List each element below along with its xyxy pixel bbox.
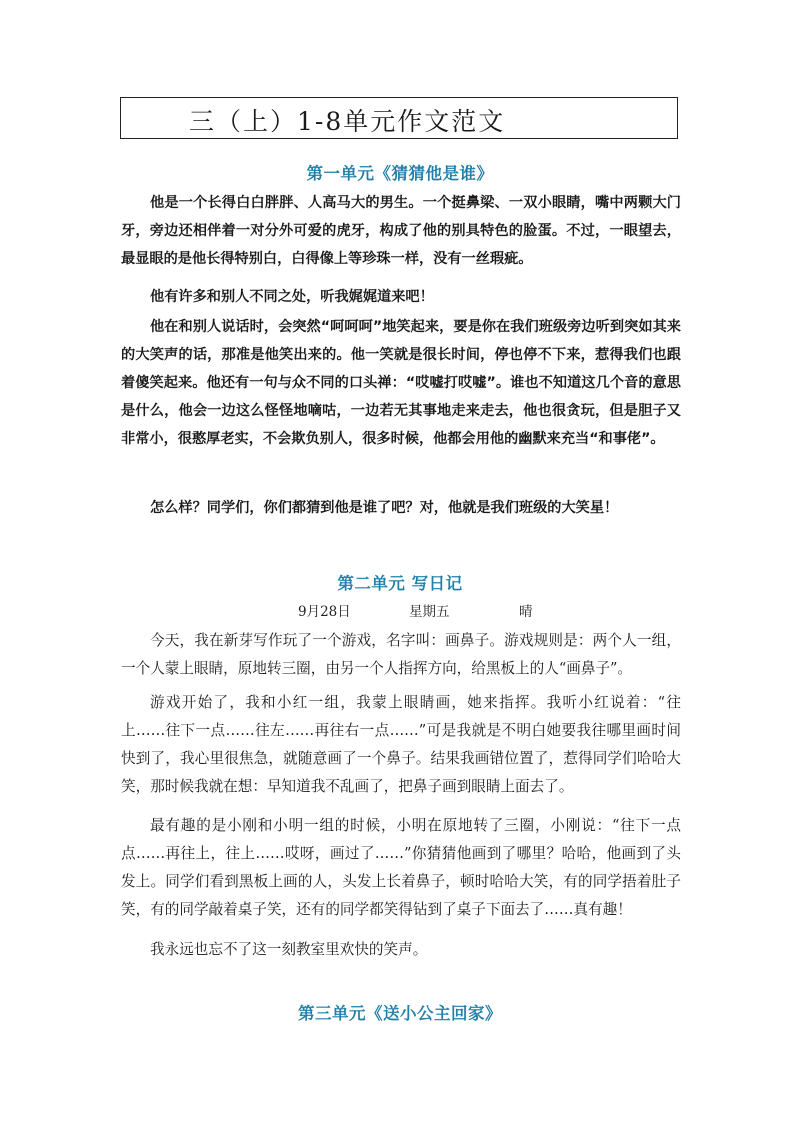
unit1-paragraph-2: 他有许多和别人不同之处，听我娓娓道来吧！ bbox=[150, 289, 434, 305]
unit1-paragraph-1: 他是一个长得白白胖胖、人高马大的男生。一个挺鼻梁、一双小眼睛，嘴中两颗大门牙，旁边还相伴着一对分外可爱的虎牙，构成了他的别具特色的脸蛋。不过，一眼望去，最显眼的是他长得特别白，白得像上等珍珠一样，没有一丝瑕疵。 bbox=[121, 195, 681, 267]
unit1-paragraph-3: 他在和别人说话时，会突然“呵呵呵”地笑起来，要是你在我们班级旁边听到突如其来的大笑声的话，那准是他笑出来的。他一笑就是很长时间，停也停不下来，惹得我们也跟着傻笑起来。他还有一句与众不同的口头禅：“哎嘘打哎嘘”。谁也不知道这几个音的意思是什么，他会一边这么怪怪地嘀咕，一边若无其事地走来走去，他也很贪玩，但是胆子又非常小，很憨厚老实，不会欺负别人，很多时候，他都会用他的幽默来充当“和事佬”。 bbox=[121, 319, 681, 447]
unit3-heading: 第三单元《送小公主回家》 bbox=[298, 1004, 502, 1023]
unit2-heading: 第二单元 写日记 bbox=[337, 574, 463, 593]
diary-weekday: 星期五 bbox=[409, 604, 450, 620]
document-title: 三（上）1-8单元作文范文 bbox=[189, 107, 506, 136]
diary-weather: 晴 bbox=[519, 604, 533, 620]
unit2-paragraph-3: 最有趣的是小刚和小明一组的时候，小明在原地转了三圈，小刚说：“往下一点点……再往上，往上……哎呀，画过了……”你猜猜他画到了哪里？哈哈，他画到了头发上。同学们看到黑板上画的人，头发上长着鼻子，顿时哈哈大笑，有的同学捂着肚子笑，有的同学敲着桌子笑，还有的同学都笑得钻到了桌子下面去了……真有趣！ bbox=[121, 817, 681, 918]
unit1-paragraph-4: 怎么样？同学们，你们都猜到他是谁了吧？对，他就是我们班级的大笑星！ bbox=[150, 500, 619, 516]
unit2-paragraph-4: 我永远也忘不了这一刻教室里欢快的笑声。 bbox=[150, 941, 428, 958]
unit1-heading: 第一单元《猜猜他是谁》 bbox=[306, 164, 494, 183]
diary-date: 9月28日 bbox=[298, 604, 351, 620]
unit2-paragraph-1: 今天，我在新芽写作玩了一个游戏，名字叫：画鼻子。游戏规则是：两个人一组，一个人蒙上眼睛，原地转三圈，由另一个人指挥方向，给黑板上的人“画鼻子”。 bbox=[121, 632, 681, 677]
unit2-paragraph-2: 游戏开始了，我和小红一组，我蒙上眼睛画，她来指挥。我听小红说着：“往上……往下一点……往左……再往右一点……”可是我就是不明白她要我往哪里画时间快到了，我心里很焦急，就随意画了一个鼻子。结果我画错位置了，惹得同学们哈哈大笑，那时候我就在想：早知道我不乱画了，把鼻子画到眼睛上面去了。 bbox=[121, 694, 681, 795]
document-title-box bbox=[120, 97, 678, 139]
